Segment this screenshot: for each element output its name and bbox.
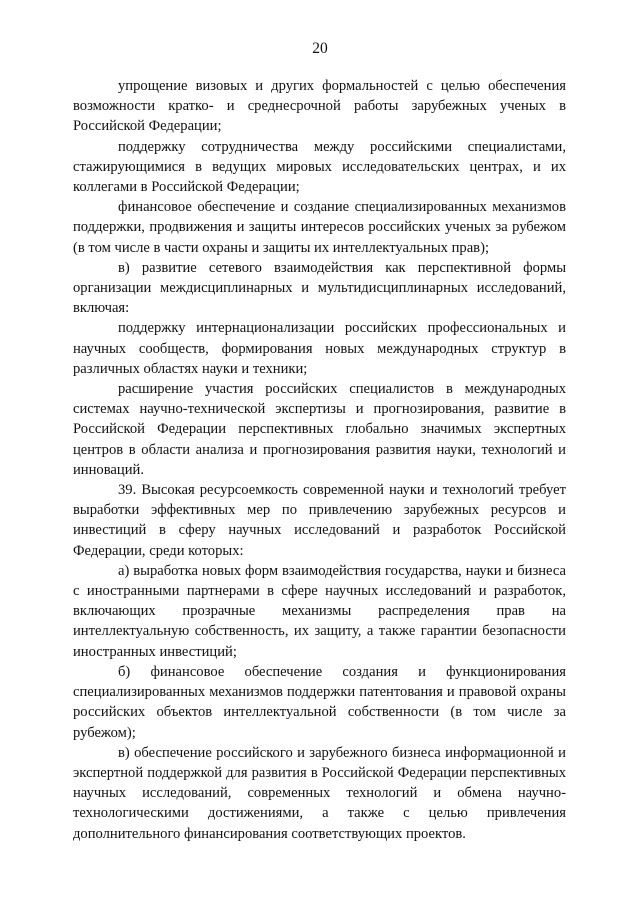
paragraph: в) развитие сетевого взаимодействия как перспективной формы организации междисциплинарных и мультидисциплинарных исследований, включая: <box>73 259 566 317</box>
paragraph: поддержку интернационализации российских профессиональных и научных сообществ, формирования новых международных структур в различных областях науки и техники; <box>73 320 566 377</box>
document-body <box>73 76 566 844</box>
paragraph: б) финансовое обеспечение создания и функционирования специализированных механизмов поддержки патентования и правовой охраны российских объектов интеллектуальной собственности (в том числе за рубежом); <box>73 663 566 741</box>
paragraph: поддержку сотрудничества между российскими специалистами, стажирующимися в ведущих мировых исследовательских центрах, и их коллегами в Российской Федерации; <box>73 138 566 196</box>
paragraph: 39. Высокая ресурсоемкость современной науки и технологий требует выработки эффективных мер по привлечению зарубежных ресурсов и инвестиций в сферу научных исследований и разработок Российской Федерации, среди которых: <box>73 482 566 559</box>
paragraph: упрощение визовых и других формальностей с целью обеспечения возможности кратко- и среднесрочной работы зарубежных ученых в Российской Федерации; <box>73 78 566 135</box>
page-number: 20 <box>312 40 328 57</box>
paragraph: а) выработка новых форм взаимодействия государства, науки и бизнеса с иностранными партнерами в сфере научных исследований и разработок, включающих прозрачные механизмы распределения прав на интеллектуальную собственность, их защиту, а также гарантии безопасности иностранных инвестиций; <box>73 562 566 660</box>
paragraph: финансовое обеспечение и создание специализированных механизмов поддержки, продвижения и защиты интересов российских ученых за рубежом (в том числе в части охраны и защиты их интеллектуальных прав); <box>73 199 566 256</box>
paragraph: расширение участия российских специалистов в международных системах научно-технической экспертизы и прогнозирования, развитие в Российской Федерации перспективных глобально значимых экспертных центров в области анализа и прогнозирования развития науки, технологий и инноваций. <box>73 381 566 478</box>
paragraph: в) обеспечение российского и зарубежного бизнеса информационной и экспертной поддержкой для развития в Российской Федерации перспективных научных исследований, современных технологий и обмена научно-технологическими достижениями, а также с целью привлечения дополнительного финансирования соответствующих проектов. <box>73 744 566 842</box>
